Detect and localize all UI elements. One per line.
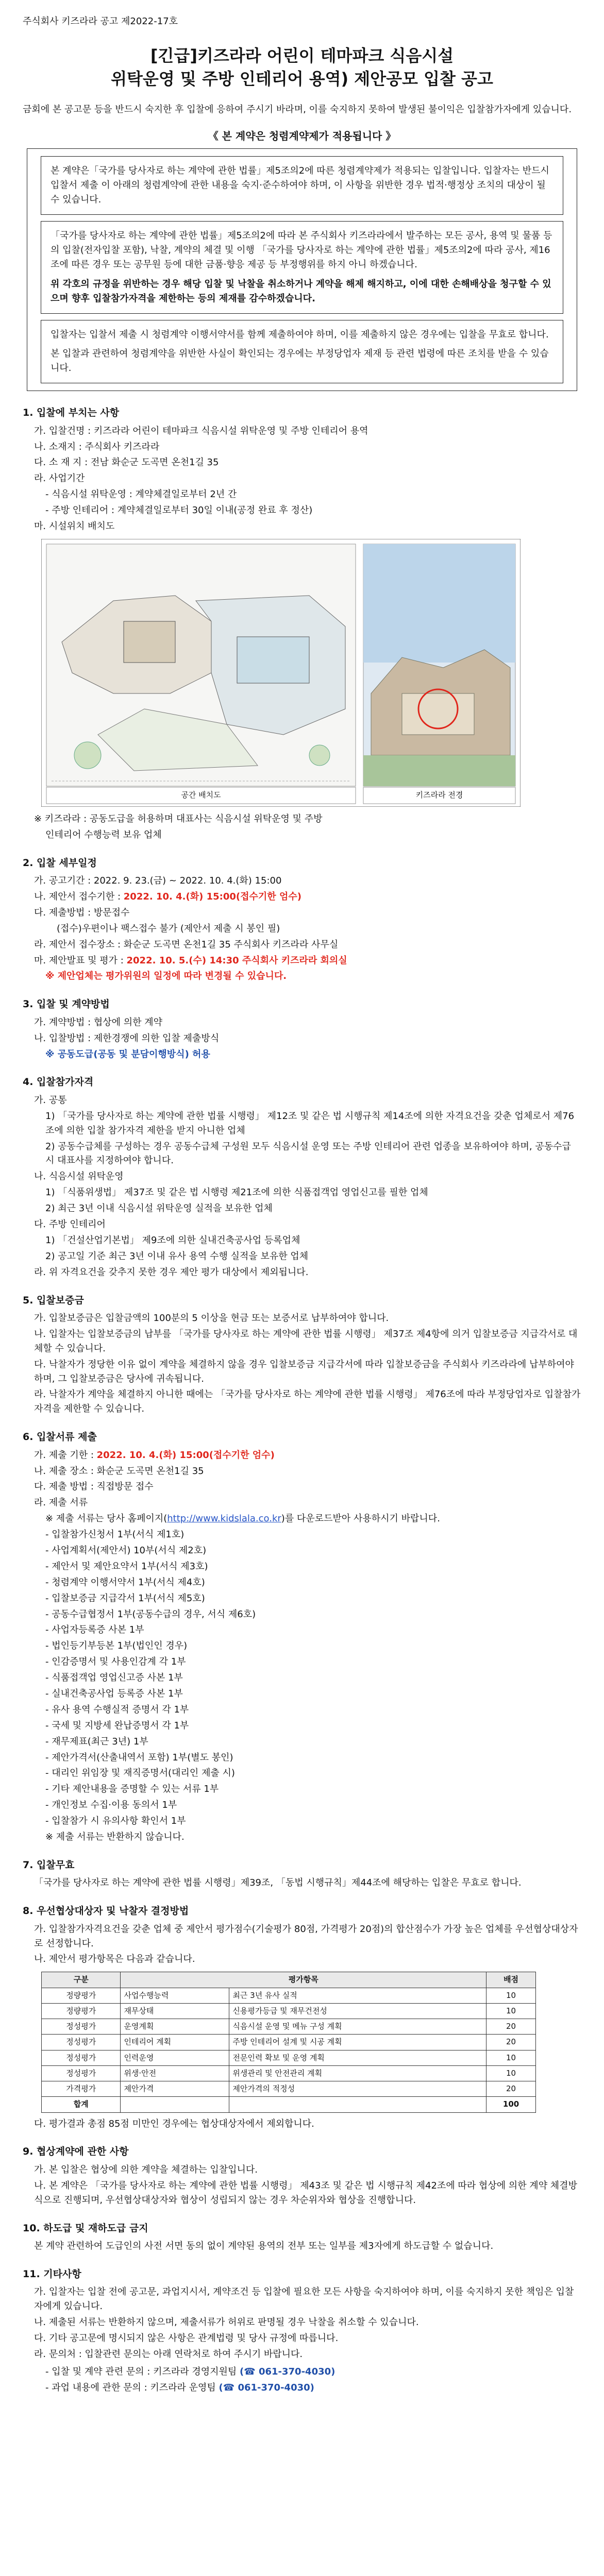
integrity-text-2b: 위 각호의 규정을 위반하는 경우 해당 입찰 및 낙찰을 취소하거나 계약을 해제 해지하고, 이에 대한 손해배상을 청구할 수 있으며 향후 입찰참가자격을 제한하는 등의 제재를 감수하겠습니다. — [51, 278, 551, 304]
homepage-note-post: )를 다운로드받아 사용하시기 바랍니다. — [281, 1513, 440, 1524]
section-8 — [23, 1904, 581, 2131]
section-1-line: 다. 소 재 지 : 전남 화순군 도곡면 온천1길 35 — [34, 457, 219, 468]
section-1-line: 나. 소재지 : 주식회사 키즈라라 — [34, 441, 160, 452]
section-10-heading: 10. 하도급 및 재하도급 금지 — [23, 2222, 148, 2234]
table-row — [42, 2065, 536, 2081]
title-line-1: [긴급]키즈라라 어린이 테마파크 식음시설 — [150, 45, 454, 65]
section-5-line: 라. 낙찰자가 계약을 체결하지 아니한 때에는 「국가를 당사자로 하는 계약에 관한 법률 시행령」 제76조에 따라 부정당업자로 입찰참가자격을 제한할 수 있습니다. — [34, 1389, 581, 1415]
document-item: - 실내건축공사업 등록증 사본 1부 — [45, 1688, 183, 1699]
table-cell: 정량평가 — [42, 2003, 121, 2019]
table-cell: 주방 인테리어 설계 및 시공 계획 — [229, 2035, 486, 2050]
section-4-line: 1) 「식품위생법」 제37조 및 같은 법 시행령 제21조에 의한 식품접객업 영업신고를 필한 업체 — [45, 1187, 428, 1198]
document-item: - 입찰보증금 지급각서 1부(서식 제5호) — [45, 1592, 205, 1604]
contact-line — [23, 2381, 581, 2395]
section-5-line: 가. 입찰보증금은 입찰금액의 100분의 5 이상을 현금 또는 보증서로 납부하여야 합니다. — [34, 1312, 389, 1324]
document-item: - 사업계획서(제안서) 10부(서식 제2호) — [45, 1545, 207, 1556]
table-cell: 제안가격의 적정성 — [229, 2081, 486, 2097]
contact-phone: (☎ 061-370-4030) — [240, 2366, 335, 2377]
table-cell: 인력운영 — [121, 2050, 229, 2065]
section-1-note-2: 인테리어 수행능력 보유 업체 — [45, 829, 162, 840]
table-row — [42, 2003, 536, 2019]
section-2-line: (접수)우편이나 팩스접수 불가 (제안서 제출 시 봉인 필) — [57, 923, 280, 934]
section-4-line: 나. 식음시설 위탁운영 — [34, 1171, 124, 1182]
table-cell: 합계 — [42, 2097, 121, 2112]
section-1-line: - 식음시설 위탁운영 : 계약체결일로부터 2년 간 — [45, 489, 237, 500]
section-11 — [23, 2267, 581, 2395]
table-cell: 위생·안전 — [121, 2065, 229, 2081]
document-item: - 기타 제안내용을 증명할 수 있는 서류 1부 — [45, 1784, 219, 1795]
section-6 — [23, 1430, 581, 1844]
document-item: - 개인정보 수집·이용 동의서 1부 — [45, 1800, 177, 1811]
table-cell: 20 — [486, 2019, 536, 2035]
section-1-line: 가. 입찰건명 : 키즈라라 어린이 테마파크 식음시설 위탁운영 및 주방 인테리어 용역 — [34, 425, 368, 436]
section-8-line: 나. 제안서 평가항목은 다음과 같습니다. — [34, 1954, 195, 1965]
deadline-value: 2022. 10. 4.(화) 15:00(접수기한 엄수) — [123, 891, 301, 902]
presentation-label: 마. 제안발표 및 평가 : — [34, 955, 127, 966]
section-4-line: 2) 공고일 기준 최근 3년 이내 유사 용역 수행 실적을 보유한 업체 — [45, 1250, 309, 1262]
section-4-line: 2) 공동수급체를 구성하는 경우 공동수급체 구성원 모두 식음시설 운영 또는 주방 인테리어 관련 업종을 보유하여야 하며, 공동수급 시 대표사를 지정하여야 합니다. — [45, 1141, 571, 1166]
section-2-line: 라. 제안서 접수장소 : 화순군 도곡면 온천1길 35 주식회사 키즈라라 사무실 — [34, 939, 339, 950]
table-header-row — [42, 1972, 536, 1988]
section-1-line: 마. 시설위치 배치도 — [34, 520, 115, 532]
section-4-line: 1) 「국가를 당사자로 하는 계약에 관한 법률 시행령」 제12조 및 같은 법 시행규칙 제14조에 의한 자격요건을 갖춘 업체로서 제76조에 의한 입찰 참가자격 제한을 받지 아니한 업체 — [45, 1110, 575, 1136]
table-cell: 정성평가 — [42, 2050, 121, 2065]
section-10-line: 본 계약 관련하여 도급인의 사전 서면 동의 없이 계약된 용역의 전부 또는 일부를 제3자에게 하도급할 수 없습니다. — [34, 2241, 494, 2252]
table-cell: 정성평가 — [42, 2065, 121, 2081]
section-2-line: 가. 공고기간 : 2022. 9. 23.(금) ~ 2022. 10. 4.(화) 15:00 — [34, 875, 282, 887]
document-item: - 국세 및 지방세 완납증명서 각 1부 — [45, 1720, 189, 1731]
integrity-box-2 — [41, 221, 563, 313]
section-8-line: 다. 평가결과 총점 85점 미만인 경우에는 협상대상자에서 제외합니다. — [34, 2118, 314, 2129]
page-title — [23, 44, 581, 91]
document-item: - 인감증명서 및 사용인감계 각 1부 — [45, 1656, 186, 1668]
deadline-label: 나. 제안서 접수기한 : — [34, 891, 124, 902]
document-list — [23, 1528, 581, 1844]
document-item: - 법인등기부등본 1부(법인인 경우) — [45, 1640, 188, 1652]
table-cell: 정성평가 — [42, 2019, 121, 2035]
table-header-cell: 평가항목 — [121, 1972, 486, 1988]
contact-phone: (☎ 061-370-4030) — [219, 2382, 314, 2393]
figure-caption-right: 키즈라라 전경 — [415, 790, 463, 800]
integrity-box-3 — [41, 320, 563, 384]
section-3-line: 가. 계약방법 : 협상에 의한 계약 — [34, 1016, 163, 1028]
document-item: ※ 제출 서류는 반환하지 않습니다. — [45, 1832, 184, 1843]
table-cell: 식음시설 운영 및 메뉴 구성 계획 — [229, 2019, 486, 2035]
table-cell: 재무상태 — [121, 2003, 229, 2019]
section-3 — [23, 997, 581, 1061]
table-cell: 20 — [486, 2035, 536, 2050]
section-4 — [23, 1075, 581, 1279]
section-6-line — [23, 1448, 581, 1463]
intro-text: 금회에 본 공고문 등을 반드시 숙지한 후 입찰에 응하여 주시기 바라며, 이를 숙지하지 못하여 발생된 불이익은 입찰참가자에게 있습니다. — [23, 104, 572, 115]
section-4-line: 1) 「건설산업기본법」 제9조에 의한 실내건축공사업 등록업체 — [45, 1234, 300, 1246]
section-9-line: 나. 본 계약은 「국가를 당사자로 하는 계약에 관한 법률 시행령」 제43조 및 같은 법 시행규칙 제42조에 따라 협상에 의한 계약 체결방식으로 진행되며, 우선협상대상자와 협상이 성립되지 않는 경우 차순위자와 협상을 진행합니다. — [34, 2180, 577, 2206]
section-3-line: 나. 입찰방법 : 제한경쟁에 의한 입찰 제출방식 — [34, 1032, 220, 1044]
table-cell: 10 — [486, 2065, 536, 2081]
document-item: - 입찰참가 시 유의사항 확인서 1부 — [45, 1816, 186, 1827]
section-9 — [23, 2144, 581, 2207]
submit-deadline-label: 가. 제출 기한 : — [34, 1449, 97, 1461]
intro — [23, 103, 581, 117]
table-cell: 10 — [486, 2003, 536, 2019]
section-2-heading: 2. 입찰 세부일정 — [23, 857, 97, 869]
section-4-line: 가. 공통 — [34, 1094, 67, 1106]
table-cell: 최근 3년 유사 실적 — [229, 1988, 486, 2003]
table-cell: 제안가격 — [121, 2081, 229, 2097]
section-3-note: ※ 공동도급(공동 및 분담이행방식) 허용 — [45, 1048, 210, 1060]
section-11-line: 라. 문의처 : 입찰관련 문의는 아래 연락처로 하여 주시기 바랍니다. — [34, 2348, 303, 2360]
document-item: - 재무제표(최근 3년) 1부 — [45, 1736, 148, 1747]
homepage-link[interactable]: http://www.kidslala.co.kr — [167, 1513, 281, 1524]
table-cell: 정성평가 — [42, 2035, 121, 2050]
table-cell: 20 — [486, 2081, 536, 2097]
integrity-text-3: 입찰자는 입찰서 제출 시 청렴계약 이행서약서를 함께 제출하여야 하며, 이를 제출하지 않은 경우에는 입찰을 무효로 합니다. — [51, 329, 549, 340]
section-1-line: - 주방 인테리어 : 계약체결일로부터 30일 이내(공정 완료 후 정산) — [45, 505, 313, 516]
section-7 — [23, 1858, 581, 1890]
section-9-heading: 9. 협상계약에 관한 사항 — [23, 2146, 129, 2158]
table-cell: 전문인력 확보 및 운영 계획 — [229, 2050, 486, 2065]
contact-line — [23, 2365, 581, 2379]
section-4-line: 2) 최근 3년 이내 식음시설 위탁운영 실적을 보유한 업체 — [45, 1203, 273, 1214]
section-6-heading: 6. 입찰서류 제출 — [23, 1431, 97, 1443]
section-1 — [23, 405, 581, 842]
section-8-line: 가. 입찰참가자격요건을 갖춘 업체 중 제안서 평가점수(기술평가 80점, 가격평가 20점)의 합산점수가 가장 높은 업체를 우선협상대상자로 선정합니다. — [34, 1923, 578, 1949]
site-layout-svg — [41, 539, 521, 807]
document-item: - 식품접객업 영업신고증 사본 1부 — [45, 1672, 183, 1684]
table-row — [42, 2019, 536, 2035]
section-9-line: 가. 본 입찰은 협상에 의한 계약을 체결하는 입찰입니다. — [34, 2164, 258, 2175]
table-cell: 인테리어 계획 — [121, 2035, 229, 2050]
table-cell: 신용평가등급 및 재무건전성 — [229, 2003, 486, 2019]
section-6-line: 나. 제출 장소 : 화순군 도곡면 온천1길 35 — [34, 1465, 204, 1477]
section-2 — [23, 856, 581, 984]
table-cell — [229, 2097, 486, 2112]
section-8-heading: 8. 우선협상대상자 및 낙찰자 결정방법 — [23, 1905, 189, 1917]
evaluation-table — [41, 1972, 536, 2112]
table-cell: 가격평가 — [42, 2081, 121, 2097]
integrity-text-2a: 「국가를 당사자로 하는 계약에 관한 법률」제5조의2에 따라 본 주식회사 키즈라라에서 발주하는 모든 공사, 용역 및 물품 등의 입찰(전자입찰 포함), 낙찰, 계약의 체결 및 이행 「국가를 당사자로 하는 계약에 관한 법률」제5조의2에 따라 공사, 제16조에 따른 경우 또는 공무원 등에 대한 금품·향응 제공 등 부정행위를 하지 아니 하겠습니다. — [51, 230, 552, 270]
section-10 — [23, 2221, 581, 2253]
table-cell: 10 — [486, 1988, 536, 2003]
section-11-heading: 11. 기타사항 — [23, 2268, 81, 2280]
table-header-cell: 배점 — [486, 1972, 536, 1988]
section-4-line: 라. 위 자격요건을 갖추지 못한 경우 제안 평가 대상에서 제외됩니다. — [34, 1266, 309, 1278]
homepage-note — [23, 1512, 581, 1526]
section-5-line: 나. 입찰자는 입찰보증금의 납부를 「국가를 당사자로 하는 계약에 관한 법률 시행령」 제37조 제4항에 의거 입찰보증금 지급각서로 대체할 수 있습니다. — [34, 1328, 578, 1354]
title-line-2: 위탁운영 및 주방 인테리어 용역) 제안공모 입찰 공고 — [111, 69, 493, 89]
table-cell: 100 — [486, 2097, 536, 2112]
document-item: - 제안서 및 제안요약서 1부(서식 제3호) — [45, 1561, 208, 1572]
section-1-note: ※ 키즈라라 : 공동도급을 허용하며 대표사는 식음시설 위탁운영 및 주방 — [34, 813, 323, 824]
table-cell: 10 — [486, 2050, 536, 2065]
integrity-box — [27, 148, 577, 391]
integrity-text-1: 본 계약은「국가를 당사자로 하는 계약에 관한 법률」제5조의2에 따른 청렴계약제가 적용되는 입찰입니다. 입찰자는 반드시 입찰서 제출 이 아래의 청렴계약에 관한 내용을 숙지·준수하여야 하며, 이 사항을 위반한 경우 법적·행정상 조치의 대상이 될 수 있습니다. — [51, 165, 549, 206]
table-cell: 운영계획 — [121, 2019, 229, 2035]
section-1-line: 라. 사업기간 — [34, 473, 85, 484]
document-item: - 공동수급협정서 1부(공동수급의 경우, 서식 제6호) — [45, 1608, 256, 1620]
table-row — [42, 1988, 536, 2003]
section-7-heading: 7. 입찰무효 — [23, 1859, 75, 1871]
integrity-box-1 — [41, 156, 563, 215]
contact-label: - 입찰 및 계약 관련 문의 : 키즈라라 경영지원팀 — [45, 2366, 240, 2377]
section-4-heading: 4. 입찰참가자격 — [23, 1076, 94, 1088]
site-layout-figure — [41, 539, 521, 807]
section-11-line: 다. 기타 공고문에 명시되지 않은 사항은 관계법령 및 당사 규정에 따릅니다. — [34, 2333, 339, 2344]
section-1-heading: 1. 입찰에 부치는 사항 — [23, 407, 120, 419]
section-2-line — [23, 954, 581, 968]
document-item: - 유사 용역 수행실적 증명서 각 1부 — [45, 1704, 189, 1715]
figure-caption-left: 공간 배치도 — [181, 790, 221, 800]
notice-number: 주식회사 키즈라라 공고 제2022-17호 — [23, 16, 178, 27]
section-3-heading: 3. 입찰 및 계약방법 — [23, 998, 110, 1010]
document-item: - 제안가격서(산출내역서 포함) 1부(별도 봉인) — [45, 1752, 233, 1763]
integrity-title: 《 본 계약은 청렴계약제가 적용됩니다 》 — [208, 130, 396, 143]
contact-label: - 과업 내용에 관한 문의 : 키즈라라 운영팀 — [45, 2382, 219, 2393]
table-cell: 정량평가 — [42, 1988, 121, 2003]
document-item: - 청렴계약 이행서약서 1부(서식 제4호) — [45, 1577, 205, 1588]
section-2-line — [23, 890, 581, 904]
section-5-heading: 5. 입찰보증금 — [23, 1294, 84, 1306]
table-row — [42, 2081, 536, 2097]
table-row — [42, 2035, 536, 2050]
table-header-cell: 구분 — [42, 1972, 121, 1988]
presentation-value: 2022. 10. 5.(수) 14:30 주식회사 키즈라라 회의실 — [126, 955, 347, 966]
integrity-text-4: 본 입찰과 관련하여 청렴계약을 위반한 사실이 확인되는 경우에는 부정당업자 제재 등 관련 법령에 따른 조치를 받을 수 있습니다. — [51, 348, 549, 374]
section-11-line: 가. 입찰자는 입찰 전에 공고문, 과업지시서, 계약조건 등 입찰에 필요한 모든 사항을 숙지하여야 하며, 이를 숙지하지 못한 책임은 입찰자에게 있습니다. — [34, 2286, 574, 2312]
table-cell: 위생관리 및 안전관리 계획 — [229, 2065, 486, 2081]
table-cell: 사업수행능력 — [121, 1988, 229, 2003]
table-row — [42, 2050, 536, 2065]
section-7-line: 「국가를 당사자로 하는 계약에 관한 법률 시행령」제39조, 「동법 시행규칙」제44조에 해당하는 입찰은 무효로 합니다. — [34, 1877, 522, 1889]
evaluation-table-wrap — [41, 1972, 536, 2112]
submit-deadline-value: 2022. 10. 4.(화) 15:00(접수기한 엄수) — [96, 1449, 275, 1461]
section-2-note: ※ 제안업체는 평가위원의 일정에 따라 변경될 수 있습니다. — [45, 971, 287, 982]
section-11-line: 나. 제출된 서류는 반환하지 않으며, 제출서류가 허위로 판명될 경우 낙찰을 취소할 수 있습니다. — [34, 2317, 419, 2328]
table-row-total — [42, 2097, 536, 2112]
homepage-note-pre: ※ 제출 서류는 당사 홈페이지( — [45, 1513, 167, 1524]
table-cell — [121, 2097, 229, 2112]
document-item: - 입찰참가신청서 1부(서식 제1호) — [45, 1529, 184, 1540]
section-2-line: 다. 제출방법 : 방문접수 — [34, 907, 130, 918]
section-6-line: 라. 제출 서류 — [34, 1497, 88, 1509]
section-6-line: 다. 제출 방법 : 직접방문 접수 — [34, 1481, 154, 1493]
section-5-line: 다. 낙찰자가 정당한 이유 없이 계약을 체결하지 않을 경우 입찰보증금 지급각서에 따라 입찰보증금을 주식회사 키즈라라에 납부하여야 하며, 그 입찰보증금은 당사에 귀속됩니다. — [34, 1359, 574, 1384]
document-item: - 대리인 위임장 및 재직증명서(대리인 제출 시) — [45, 1768, 235, 1779]
document-item: - 사업자등록증 사본 1부 — [45, 1624, 144, 1636]
section-5 — [23, 1293, 581, 1417]
section-4-line: 다. 주방 인테리어 — [34, 1218, 106, 1230]
